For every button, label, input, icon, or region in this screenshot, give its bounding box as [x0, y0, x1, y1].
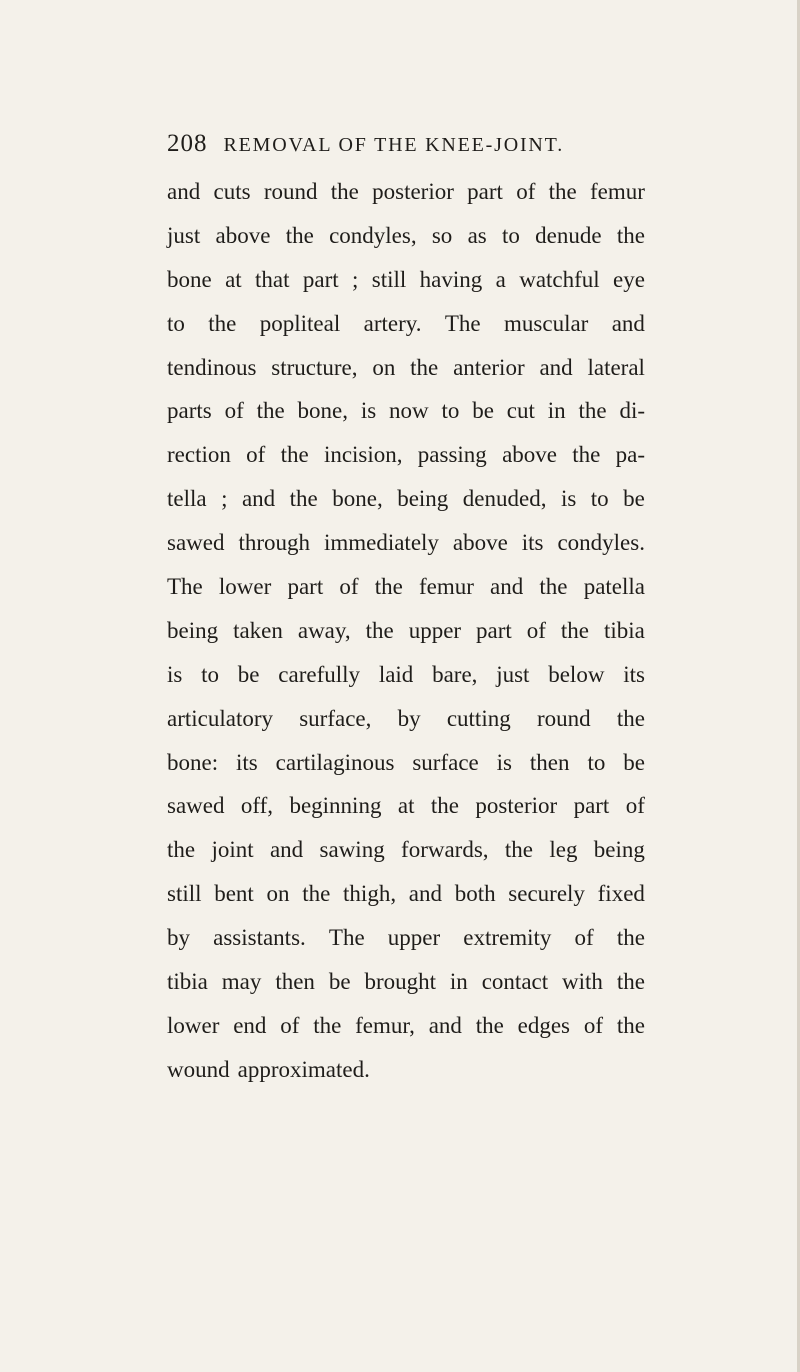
word: passing — [417, 442, 487, 468]
word: of — [516, 179, 536, 204]
text-line — [167, 433, 645, 477]
word: a — [495, 266, 506, 292]
word: the — [430, 793, 459, 819]
word: tendinous — [167, 354, 257, 380]
word: the — [578, 398, 607, 424]
word: off, — [240, 793, 274, 819]
text-line — [167, 697, 645, 741]
word: condyles, — [329, 222, 417, 248]
running-title: REMOVAL OF THE KNEE-JOINT. — [223, 134, 564, 156]
text-line — [167, 521, 645, 565]
text-line — [167, 784, 645, 828]
word: bone, — [332, 486, 383, 512]
word: thigh, — [343, 881, 397, 907]
word: and — [490, 574, 524, 600]
word: in — [449, 969, 468, 995]
word: its — [623, 661, 645, 687]
word: femur, — [355, 1012, 415, 1038]
text-line — [167, 828, 645, 872]
text-line — [167, 916, 645, 960]
word: laid — [378, 661, 414, 687]
word: the — [616, 925, 645, 951]
word: The — [444, 310, 481, 336]
word: its — [521, 530, 544, 556]
word: taken — [233, 617, 283, 643]
word: muscular — [504, 310, 589, 336]
word: artery. — [363, 310, 422, 336]
word: patella — [583, 574, 645, 600]
word: bare, — [432, 661, 478, 687]
word: The — [167, 574, 203, 600]
word: condyles. — [557, 530, 645, 556]
word: edges — [517, 1012, 571, 1038]
word: having — [419, 266, 483, 292]
word: may — [221, 969, 262, 995]
word: of — [526, 617, 546, 643]
text-line — [167, 653, 645, 697]
word: both — [454, 881, 496, 907]
word: with — [562, 969, 603, 995]
word: sawed — [167, 530, 225, 556]
text-line — [167, 609, 645, 653]
word: forwards, — [401, 837, 489, 863]
word: above — [215, 222, 271, 248]
word: and — [611, 310, 645, 336]
word: the — [504, 837, 533, 863]
word: and — [241, 486, 276, 512]
word: then — [275, 969, 315, 995]
word: in — [547, 398, 566, 424]
word: of — [246, 442, 266, 468]
word: cutting — [446, 705, 511, 731]
word: be — [623, 486, 645, 512]
word: the — [616, 1012, 645, 1038]
word: to — [201, 661, 220, 687]
word: denude — [535, 222, 602, 248]
text-line — [167, 477, 645, 521]
word: by — [167, 925, 190, 951]
word: on — [266, 881, 290, 907]
word: and — [167, 179, 201, 204]
word: articulatory — [167, 705, 274, 731]
word: of — [625, 793, 645, 819]
word: to — [587, 749, 606, 775]
text-line — [167, 214, 645, 258]
word: is — [560, 486, 577, 512]
word: cut — [506, 398, 535, 424]
word: the — [208, 310, 237, 336]
word: to — [502, 222, 520, 248]
word: eye — [613, 266, 645, 292]
word: at — [397, 793, 415, 819]
word: still — [371, 266, 407, 292]
word: the — [548, 179, 577, 204]
word: the — [539, 574, 568, 600]
word: that — [255, 266, 290, 292]
word: the — [365, 617, 394, 643]
word: beginning — [289, 793, 382, 819]
word: be — [328, 969, 351, 995]
word: fixed — [597, 881, 645, 907]
text-line — [167, 389, 645, 433]
word: the — [285, 222, 314, 248]
word: the — [256, 398, 285, 424]
word: di- — [619, 398, 645, 424]
word: to — [590, 486, 609, 512]
word: posterior — [475, 793, 558, 819]
text-line — [167, 565, 645, 609]
word: on — [372, 354, 396, 380]
word: the — [167, 837, 196, 863]
word: so — [431, 222, 453, 248]
word: and — [539, 354, 573, 380]
word: at — [225, 266, 242, 292]
text-line — [167, 1048, 645, 1092]
text-line — [167, 170, 645, 214]
word: sawing — [319, 837, 385, 863]
word: the — [302, 881, 331, 907]
word: contact — [481, 969, 549, 995]
word: round — [536, 705, 591, 731]
body-text — [167, 170, 645, 1092]
word: the — [475, 1012, 504, 1038]
word: lower — [167, 1012, 220, 1038]
word: just — [496, 661, 530, 687]
word: tibia — [604, 617, 645, 643]
word: structure, — [271, 354, 358, 380]
word: bone: — [167, 749, 219, 775]
word: end — [233, 1012, 267, 1038]
word: tella — [167, 486, 207, 512]
word: the — [410, 354, 439, 380]
word: then — [529, 749, 570, 775]
word: the — [560, 617, 590, 643]
word: upper — [387, 925, 441, 951]
word: popliteal — [259, 310, 341, 336]
word: assistants. — [213, 925, 306, 951]
word: of — [583, 1012, 603, 1038]
word: above — [502, 442, 557, 468]
word: still — [167, 881, 202, 907]
word: part — [573, 793, 610, 819]
word: cartilaginous — [275, 749, 395, 775]
word: as — [467, 222, 487, 248]
word: carefully — [278, 661, 361, 687]
running-head — [167, 130, 667, 158]
word: the — [289, 486, 318, 512]
word: part — [302, 266, 339, 292]
word: to — [167, 310, 185, 336]
word: being — [397, 486, 449, 512]
word: ; — [352, 266, 359, 292]
word: just — [167, 222, 201, 248]
text-line — [167, 302, 645, 346]
word: anterior — [453, 354, 525, 380]
word: now — [389, 398, 429, 424]
word: part — [476, 617, 512, 643]
word: extremity — [463, 925, 552, 951]
text-line — [167, 741, 645, 785]
word: is — [360, 398, 377, 424]
word: its — [236, 749, 258, 775]
word: brought — [364, 969, 437, 995]
word: of — [339, 574, 359, 600]
text-line — [167, 872, 645, 916]
word: lower — [218, 574, 272, 600]
word: and — [269, 837, 304, 863]
text-line — [167, 346, 645, 390]
word: is — [167, 661, 183, 687]
word: denuded, — [462, 486, 547, 512]
word: surface, — [299, 705, 372, 731]
word: immediately — [323, 530, 439, 556]
word: surface — [412, 749, 479, 775]
word: bone, — [297, 398, 348, 424]
word: part — [467, 179, 503, 204]
word: securely — [508, 881, 585, 907]
word: part — [287, 574, 324, 600]
word: tibia — [167, 969, 208, 995]
word: the — [572, 442, 601, 468]
word: be — [237, 661, 260, 687]
page-number: 208 — [167, 130, 208, 157]
word: cuts — [213, 179, 251, 204]
word: of — [574, 925, 594, 951]
word: posterior — [372, 179, 454, 204]
word: wound — [167, 1056, 230, 1082]
word: the — [330, 179, 359, 204]
word: incision, — [323, 442, 403, 468]
word: upper — [408, 617, 462, 643]
word: and — [408, 881, 442, 907]
word: sawed — [167, 793, 225, 819]
word: watchful — [519, 266, 600, 292]
word: rection — [167, 442, 231, 468]
text-line — [167, 258, 645, 302]
word: being — [593, 837, 645, 863]
word: be — [623, 749, 645, 775]
text-line — [167, 960, 645, 1004]
word: away, — [297, 617, 351, 643]
word: by — [397, 705, 421, 731]
word: of — [224, 398, 244, 424]
word: the — [374, 574, 403, 600]
word: being — [167, 617, 219, 643]
word: The — [328, 925, 365, 951]
word: and — [428, 1012, 462, 1038]
word: of — [280, 1012, 300, 1038]
word: bone — [167, 266, 212, 292]
word: to — [441, 398, 460, 424]
word: round — [263, 179, 318, 204]
word: is — [496, 749, 513, 775]
word: femur — [418, 574, 474, 600]
word: through — [238, 530, 310, 556]
word: parts — [167, 398, 212, 424]
word: approximated. — [237, 1056, 370, 1082]
word: leg — [549, 837, 578, 863]
word: the — [280, 442, 309, 468]
word: below — [548, 661, 605, 687]
word: the — [616, 705, 645, 731]
word: the — [616, 969, 645, 995]
word: lateral — [587, 354, 645, 380]
word: femur — [590, 179, 645, 204]
word: be — [472, 398, 494, 424]
word: pa- — [615, 442, 645, 468]
word: bent — [214, 881, 254, 907]
word: joint — [211, 837, 254, 863]
text-line — [167, 1004, 645, 1048]
word: the — [313, 1012, 342, 1038]
word: the — [616, 222, 645, 248]
word: above — [452, 530, 508, 556]
word: ; — [221, 486, 228, 512]
